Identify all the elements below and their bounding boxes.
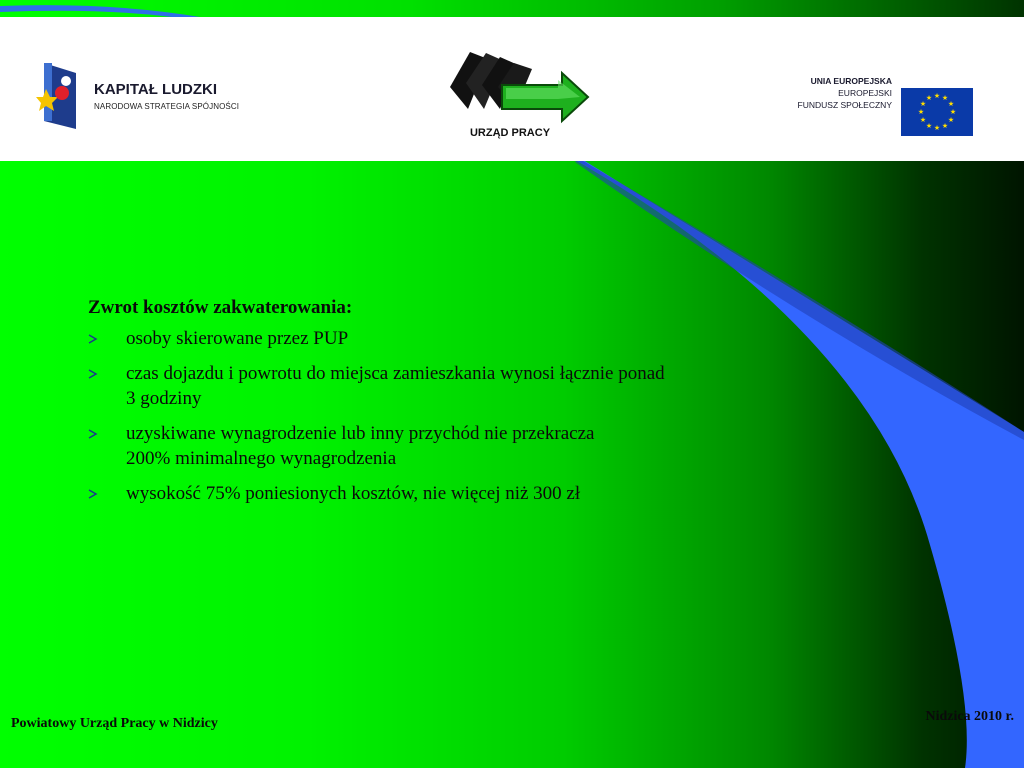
- kapital-ludzki-logo: [36, 59, 276, 131]
- eu-line-1: UNIA EUROPEJSKA: [810, 76, 892, 86]
- header-banner: [0, 17, 1024, 161]
- svg-text:★: ★: [919, 116, 927, 124]
- content-heading: Zwrot kosztów zakwaterowania:: [88, 297, 353, 318]
- bullet-text-line-2: 3 godziny: [126, 388, 202, 409]
- footer-date: Nidzica 2010 r.: [925, 709, 1014, 724]
- bullet-text-line-2: 200% minimalnego wynagrodzenia: [126, 448, 397, 469]
- svg-text:★: ★: [933, 92, 941, 100]
- eu-line-2: EUROPEJSKI: [838, 88, 892, 98]
- bullet-item: [88, 481, 848, 506]
- bullet-text-line-1: czas dojazdu i powrotu do miejsca zamieszkania wynosi łącznie ponad: [126, 363, 665, 384]
- eu-stars-icon: [901, 88, 973, 136]
- svg-text:★: ★: [925, 122, 933, 130]
- bullet-text-line-1: wysokość 75% poniesionych kosztów, nie więcej niż 300 zł: [126, 483, 581, 504]
- kapital-ludzki-title: KAPITAŁ LUDZKI: [94, 81, 218, 98]
- kapital-ludzki-subtitle: NARODOWA STRATEGIA SPÓJNOŚCI: [94, 102, 240, 111]
- eu-flag: [901, 88, 973, 136]
- svg-text:★: ★: [917, 108, 925, 116]
- svg-text:★: ★: [919, 100, 927, 108]
- urzad-pracy-logo: [440, 47, 600, 147]
- svg-text:★: ★: [947, 116, 955, 124]
- bullet-item: [88, 326, 848, 351]
- svg-text:★: ★: [947, 100, 955, 108]
- eu-text-block: [798, 75, 892, 111]
- main-content: [88, 296, 848, 516]
- bullet-arrow-icon: [88, 369, 98, 379]
- bullet-arrow-icon: [88, 489, 98, 499]
- eu-line-3: FUNDUSZ SPOŁECZNY: [797, 100, 892, 110]
- svg-text:★: ★: [941, 94, 949, 102]
- bullet-arrow-icon: [88, 334, 98, 344]
- bullet-item: [88, 361, 848, 411]
- urzad-pracy-label: URZĄD PRACY: [469, 127, 551, 139]
- svg-text:★: ★: [925, 94, 933, 102]
- bullet-list: [88, 326, 848, 506]
- svg-text:★: ★: [933, 124, 941, 132]
- urzad-pracy-arrow-icon: [440, 47, 600, 127]
- bullet-text-line-1: uzyskiwane wynagrodzenie lub inny przychód nie przekracza: [126, 423, 595, 444]
- svg-text:★: ★: [941, 122, 949, 130]
- bullet-arrow-icon: [88, 429, 98, 439]
- bullet-text-line-1: osoby skierowane przez PUP: [126, 328, 349, 349]
- footer-organization: Powiatowy Urząd Pracy w Nidzicy: [11, 716, 218, 731]
- kapital-ludzki-emblem-icon: [36, 59, 84, 131]
- svg-text:★: ★: [949, 108, 957, 116]
- bullet-item: [88, 421, 848, 471]
